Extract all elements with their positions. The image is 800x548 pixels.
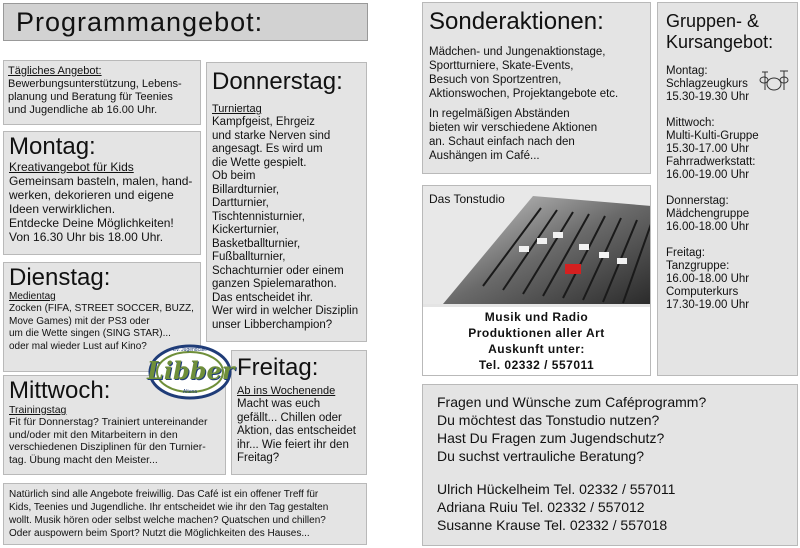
- thursday-box: [206, 62, 367, 342]
- daily-offer-box: [3, 60, 201, 125]
- libber-logo-ring-top: Ev. Jugendcafé: [172, 347, 208, 353]
- tonstudio-info: [423, 307, 650, 376]
- contact-box: [422, 384, 798, 546]
- daily-offer-heading: Tägliches Angebot:: [8, 65, 102, 77]
- contact-questions: Fragen und Wünsche zum Caféprogramm? Du möchtest das Tonstudio nutzen? Hast Du Fragen zum Jugendschutz? Du suchst vertrauliche Beratung?: [437, 394, 707, 464]
- libber-logo: [147, 343, 233, 401]
- program-title-box: [3, 3, 368, 41]
- monday-subtitle: Kreativangebot für Kids: [9, 160, 134, 174]
- libber-logo-ring-bottom: Altena: [182, 389, 198, 395]
- groups-monday: Montag: Schlagzeugkurs 15.30-19.30 Uhr: [666, 65, 750, 103]
- tuesday-text: Zocken (FIFA, STREET SOCCER, BUZZ, Move Games) mit der PS3 oder um die Wette singen (SING STAR)... oder mal wieder Lust auf Kino?: [9, 303, 194, 352]
- thursday-title: Donnerstag:: [212, 68, 343, 95]
- libber-logo-word: Libber: [147, 356, 235, 385]
- general-info-text: Natürlich sind alle Angebote freiwillig. Das Café ist ein offener Treff für Kids, Teenies und Jugendliche. Ihr entscheidet wie ihr den Tag gestalten wollt. Musik hören oder selbst welche machen? Quatschen und chillen? Oder auspowern beim Sport? Nutzt die Möglichkeiten des Hauses...: [9, 489, 329, 539]
- contact-list: Ulrich Hückelheim Tel. 02332 / 557011 Adriana Ruiu Tel. 02332 / 557012 Susanne Krause Tel. 02332 / 557018: [437, 481, 676, 533]
- tonstudio-phone: Tel. 02332 / 557011: [478, 358, 595, 372]
- thursday-subtitle: Turniertag: [212, 103, 262, 115]
- friday-title: Freitag:: [237, 354, 319, 381]
- wednesday-text: Fit für Donnerstag? Trainiert untereinander und/oder mit den Mitarbeitern in den verschiedenen Disziplinen für den Turnier- tag. Übung macht den Meister...: [9, 416, 208, 466]
- friday-box: [231, 350, 367, 475]
- groups-title: Gruppen- & Kursangebot:: [666, 11, 774, 52]
- tuesday-subtitle: Medientag: [9, 291, 56, 302]
- tuesday-title: Dienstag:: [9, 264, 111, 291]
- general-info-box: [3, 483, 367, 545]
- friday-subtitle: Ab ins Wochenende: [237, 385, 336, 397]
- groups-wednesday: Mittwoch: Multi-Kulti-Gruppe 15.30-17.00 Uhr Fahrradwerkstatt: 16.00-19.00 Uhr: [666, 117, 759, 181]
- special-actions-title: Sonderaktionen:: [429, 8, 604, 35]
- tonstudio-label: Das Tonstudio: [429, 192, 505, 206]
- page-title: Programmangebot:: [16, 7, 264, 37]
- special-actions-text: In regelmäßigen Abständen bieten wir verschiedene Aktionen an. Schaut einfach nach den Aushängen im Café...: [429, 108, 598, 162]
- groups-thursday: Donnerstag: Mädchengruppe 16.00-18.00 Uhr: [666, 195, 750, 233]
- tonstudio-line-2: Produktionen aller Art: [468, 326, 605, 340]
- wednesday-subtitle: Trainingstag: [9, 404, 67, 416]
- monday-text: Gemeinsam basteln, malen, hand- werken, dekorieren und eigene Ideen verwirklichen. Entdecke Deine Möglichkeiten! Von 16.30 Uhr bis 18.00 Uhr.: [9, 174, 193, 244]
- monday-box: [3, 131, 201, 255]
- groups-friday: Freitag: Tanzgruppe: 16.00-18.00 Uhr Computerkurs 17.30-19.00 Uhr: [666, 247, 750, 311]
- special-actions-box: [422, 2, 651, 174]
- tonstudio-box: [422, 185, 651, 376]
- daily-offer-text: Bewerbungsunterstützung, Lebens- planung und Beratung für Teenies und Jugendliche ab 16.00 Uhr.: [8, 78, 182, 116]
- tonstudio-line-1: Musik und Radio: [484, 310, 589, 324]
- wednesday-title: Mittwoch:: [9, 377, 111, 404]
- thursday-text: Kampfgeist, Ehrgeiz und starke Nerven sind angesagt. Es wird um die Wette gespielt. Ob beim Billardturnier, Dartturnier, Tischtennisturnier, Kickerturnier, Basketballturnier, Fußballturnier, Schachturnier oder einem ganzen Spielemarathon. Das entscheidet ihr. Wer wird in welcher Disziplin unser Libberchampion?: [212, 116, 359, 331]
- special-actions-list: Mädchen- und Jungenaktionstage, Sportturniere, Skate-Events, Besuch von Sportzentren, Aktionswochen, Projektangebote etc.: [429, 46, 619, 100]
- monday-title: Montag:: [9, 133, 96, 160]
- drum-kit-icon: [758, 68, 790, 92]
- tonstudio-line-3: Auskunft unter:: [488, 342, 585, 356]
- friday-text: Macht was euch gefällt... Chillen oder Aktion, das entscheidet ihr... Wie feiert ihr den Freitag?: [237, 398, 356, 464]
- groups-box: [657, 2, 798, 376]
